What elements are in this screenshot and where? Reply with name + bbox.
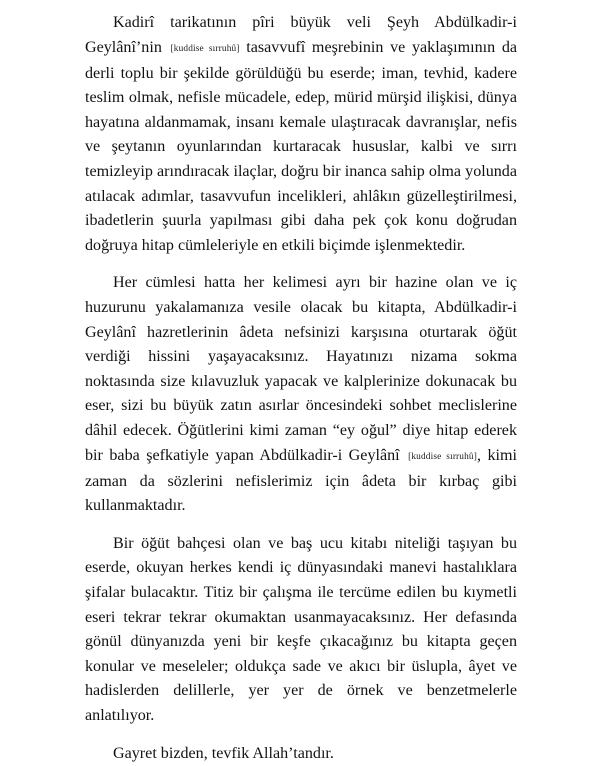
paragraph	[85, 271, 517, 518]
body-text: Her cümlesi hatta her kelimesi ayrı bir hazine olan ve iç huzurunu yakalamanıza vesile olacak bu kitapta, Abdülkadir-i Geylânî hazretlerinin âdeta nefsinizi karşısına oturtarak öğüt verdiği hissini yaşayacaksınız. Hayatınızı nizama sokma noktasında size kılavuzluk yapacak ve kalplerinize dokunacak bu eser, sizi bu büyük zatın asırlar öncesindeki sohbet meclislerine dâhil edecek. Öğütlerini kimi zaman “ey oğul” diye hitap ederek bir baba şefkatiyle yapan Abdülkadir-i Geylânî	[85, 274, 517, 464]
honorific-annotation: [kuddise sırruhû]	[170, 44, 240, 55]
body-text: Gayret bizden, tevfik Allah’tandır.	[113, 744, 334, 762]
paragraph	[85, 532, 517, 729]
body-text: , kimi zaman da sözlerini nefislerimiz için âdeta bir kırbaç gibi kullanmaktadır.	[85, 446, 517, 515]
body-text: Kadirî tarikatının pîri büyük veli Şeyh Abdülkadir-i Geylânî’nin	[85, 14, 517, 56]
body-text: Bir öğüt bahçesi olan ve baş ucu kitabı niteliği taşıyan bu eserde, okuyan herkes kendi iç dünyasındaki manevi hastalıklara şifalar bulacaktır. Titiz bir çalışma ile tercüme edilen bu kıymetli eseri tekrar tekrar okumaktan usanmayacaksınız. Her defasında gönül dünyanızda yeni bir keşfe çıkacağınız bu kitapta geçen konular ve meseleler; oldukça sade ve akıcı bir üslupla, âyet ve hadislerden delillerle, yer yer de örnek ve benzetmelerle anlatılıyor.	[85, 534, 517, 725]
body-text: tasavvufî meşrebinin ve yaklaşımının da derli toplu bir şekilde görüldüğü bu eserde; iman, tevhid, kadere teslim olmak, nefisle mücadele, edep, mürid mürşid ilişkisi, dünya hayatına aldanmamak, insanı kemale ulaştıracak davranışlar, nefis ve şeytanın oyunlarından kurtaracak hususlar, kalbi ve sırrı temizleyip arındıracak ilaçlar, doğru bir inanca sahip olma yolunda atılacak adımlar, tasavvufun incelikleri, ahlâkın güzelleştirilmesi, ibadetlerin şuurla yapılması gibi daha pek çok konu doğrudan doğruya hitap cümleleriyle en etkili biçimde işlenmektedir.	[85, 38, 518, 254]
paragraph	[85, 742, 517, 766]
paragraph	[85, 11, 517, 258]
text-column	[85, 11, 517, 766]
honorific-annotation: [kuddise sırruhû]	[408, 452, 477, 463]
